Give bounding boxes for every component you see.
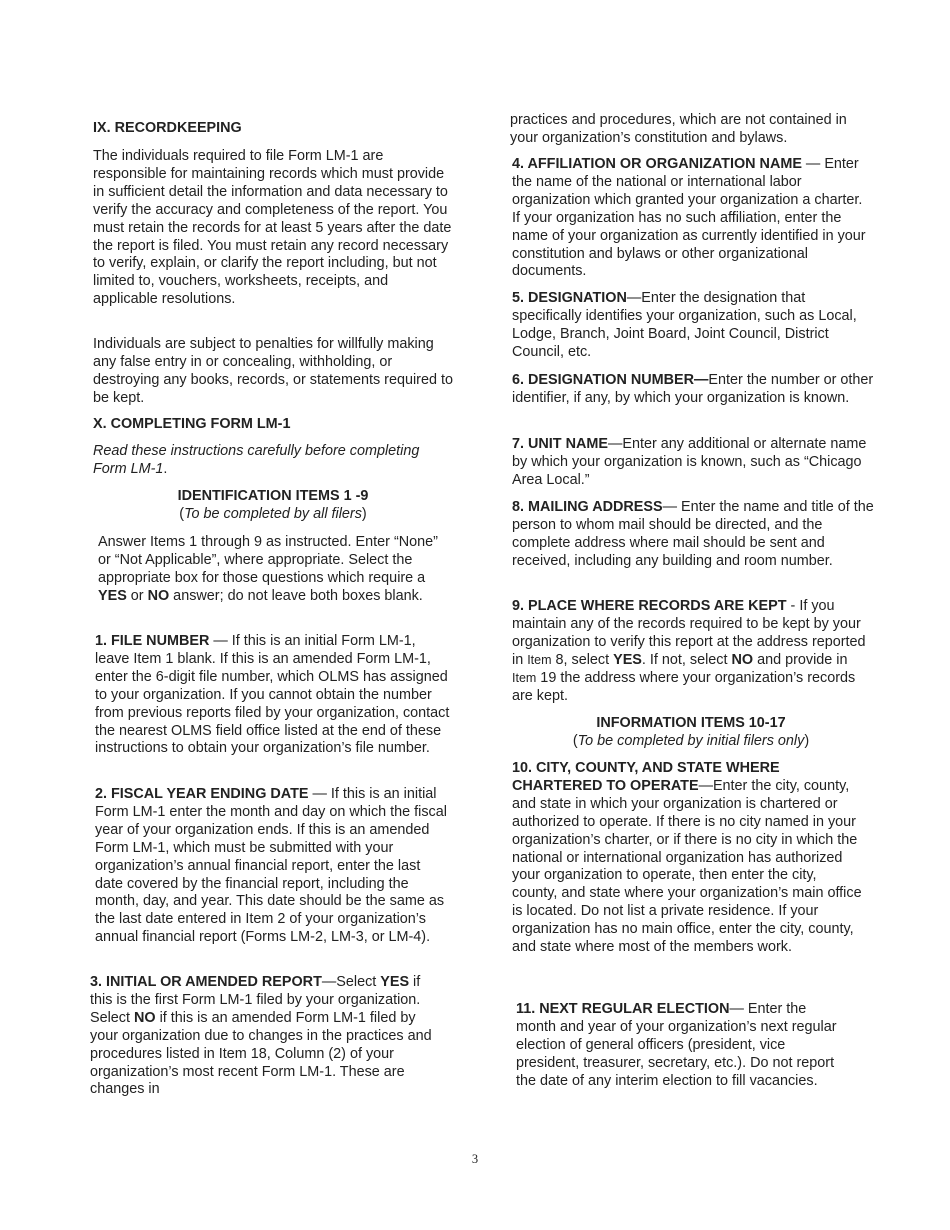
item-11-next-election (516, 1001, 846, 1091)
information-items-heading: INFORMATION ITEMS 10-17 (596, 715, 786, 731)
item-3-initial-or-amended (90, 974, 436, 1099)
item-9-records-kept (512, 598, 874, 705)
item-9-text-b: 8, select (551, 651, 614, 668)
item-3-yes: YES (380, 974, 410, 990)
recordkeeping-paragraph-1: The individuals required to file Form LM-1 are responsible for maintaining records which must provide in sufficient detail the information and data necessary to verify the accuracy and completeness of the report. You must retain the records for at least 5 years after the date the report is filed. You must retain any record necessary to verify, explain, or clarify the report including, but not limited to, vouchers, worksheets, receipts, and applicable resolutions. (93, 148, 452, 308)
item-8-text: — Enter the name and title of the person to whom mail should be directed, and the complete address where mail should be sent and received, including any building and room number. (512, 499, 874, 569)
section-x-heading: X. COMPLETING FORM LM-1 (93, 416, 291, 432)
recordkeeping-paragraph-2: Individuals are subject to penalties for willfully making any false entry in or concealing, withholding, or destroying any books, records, or statements required to be kept. (93, 336, 453, 406)
item-5-designation (512, 290, 858, 362)
item-8-mailing-address (512, 499, 874, 571)
item-1-title: 1. FILE NUMBER (95, 633, 210, 649)
information-subheading-text: To be completed by initial filers only (577, 733, 805, 749)
item-11-text: — Enter the month and year of your organization’s next regular election of general officers (president, vice president, treasurer, secretary, etc.). Do not report the date of any interim election to fill vacancies. (516, 1001, 837, 1089)
item-9-text-a: - If you maintain any of the records required to be kept by your organization to verify this report at the address reported in (512, 598, 866, 668)
identification-items-subheading (93, 506, 453, 524)
item-3-text-b: if this is the first Form LM-1 filed by your organization. Select (90, 974, 421, 1026)
item-7-text: —Enter any additional or alternate name by which your organization is known, such as “Chicago Area Local.” (512, 436, 867, 488)
read-instructions-note (93, 443, 453, 479)
paren-open: ( (179, 506, 185, 522)
identification-subheading-text: To be completed by all filers (184, 506, 362, 522)
item-1-file-number (95, 633, 451, 758)
page-number: 3 (471, 1152, 479, 1166)
answer-items-instructions (98, 534, 448, 606)
answer-text-b: answer; do not leave both boxes blank. (169, 587, 423, 604)
item-9-title: 9. PLACE WHERE RECORDS ARE KEPT (512, 598, 787, 614)
item-9-no: NO (731, 651, 754, 668)
item-1-text: — If this is an initial Form LM-1, leave Item 1 blank. If this is an amended Form LM-1, enter the 6-digit file number, which OLMS has assigned to your organization. If you cannot obtain the number from previous reports filed by your organization, contact the nearest OLMS field office listed at the end of these instructions to obtain your organization’s file number. (95, 633, 450, 757)
item-7-unit-name (512, 436, 874, 490)
item-8-title: 8. MAILING ADDRESS (512, 499, 663, 515)
answer-no: NO (147, 587, 170, 604)
item-2-title: 2. FISCAL YEAR ENDING DATE (95, 786, 309, 802)
section-ix-heading: IX. RECORDKEEPING (93, 120, 242, 136)
item-5-text: —Enter the designation that specifically identifies your organization, such as Local, Lodge, Branch, Joint Board, Joint Council, District Council, etc. (512, 290, 857, 360)
item-10-text: —Enter the city, county, and state in which your organization is chartered or authorized to operate. If there is no city named in your organization’s charter, or if there is no city in which the national or international organization has authorized your organization to operate, then enter the city, county, and state where your organization’s main office is located. Do not list a private residence. If your organization has no main office, enter the city, county, and state where most of the members work. (512, 777, 862, 956)
item-6-title: 6. DESIGNATION NUMBER— (512, 372, 709, 388)
continued-paragraph: practices and procedures, which are not contained in your organization’s constitution and bylaws. (510, 112, 847, 146)
item-6-designation-number (512, 372, 874, 408)
item-11-title: 11. NEXT REGULAR ELECTION (516, 1001, 730, 1017)
read-instructions-period: . (163, 460, 168, 477)
answer-text-a: Answer Items 1 through 9 as instructed. Enter “None” or “Not Applicable”, where appropriate. Select the appropriate box for those questions which require a (98, 534, 438, 586)
item-9-item-word-2: Item (512, 670, 537, 685)
item-9-text-e: 19 the address where your organization’s records are kept. (512, 669, 856, 704)
identification-items-heading: IDENTIFICATION ITEMS 1 -9 (177, 488, 369, 504)
item-3-text-c: if this is an amended Form LM-1 filed by your organization due to changes in the practices and procedures listed in Item 18, Column (2) of your organization’s most recent Form LM-1. These are changes in (90, 1009, 432, 1098)
item-4-text: — Enter the name of the national or international labor organization which granted your organization a charter. If your organization has no such affiliation, enter the name of your organization as currently identified in your constitution and bylaws or other organizational documents. (512, 156, 866, 280)
item-5-title: 5. DESIGNATION (512, 290, 627, 306)
item-9-item-word-1: Item (527, 652, 552, 667)
item-9-yes: YES (613, 651, 642, 668)
item-3-title: 3. INITIAL OR AMENDED REPORT (90, 974, 322, 990)
paren-open: ( (572, 733, 578, 749)
paren-close: ) (361, 506, 367, 522)
item-3-no: NO (134, 1009, 156, 1026)
item-2-text: — If this is an initial Form LM-1 enter the month and day on which the fiscal year of your organization ends. If this is an amended Form LM-1, which must be submitted with your organization’s annual financial report, enter the last date covered by the financial report, including the month, day, and year. This date should be the same as the last date entered in Item 2 of your organization’s annual financial report (Forms LM-2, LM-3, or LM-4). (95, 786, 447, 946)
paren-close: ) (804, 733, 810, 749)
answer-or: or (126, 587, 148, 604)
item-9-text-d: and provide in (753, 651, 848, 668)
item-9-text-c: . If not, select (641, 651, 732, 668)
item-4-affiliation (512, 156, 874, 281)
item-10-title: 10. CITY, COUNTY, AND STATE WHERE CHARTERED TO OPERATE (512, 760, 780, 794)
item-4-title: 4. AFFILIATION OR ORGANIZATION NAME (512, 156, 802, 172)
item-10-city-county-state (512, 760, 862, 957)
item-3-text-a: —Select (321, 974, 381, 990)
answer-yes: YES (98, 587, 127, 604)
item-7-title: 7. UNIT NAME (512, 436, 608, 452)
information-items-subheading (510, 733, 872, 751)
read-instructions-text: Read these instructions carefully before completing Form LM-1 (93, 443, 420, 477)
item-2-fiscal-year (95, 786, 451, 947)
item-6-text: Enter the number or other identifier, if any, by which your organization is known. (512, 372, 874, 406)
